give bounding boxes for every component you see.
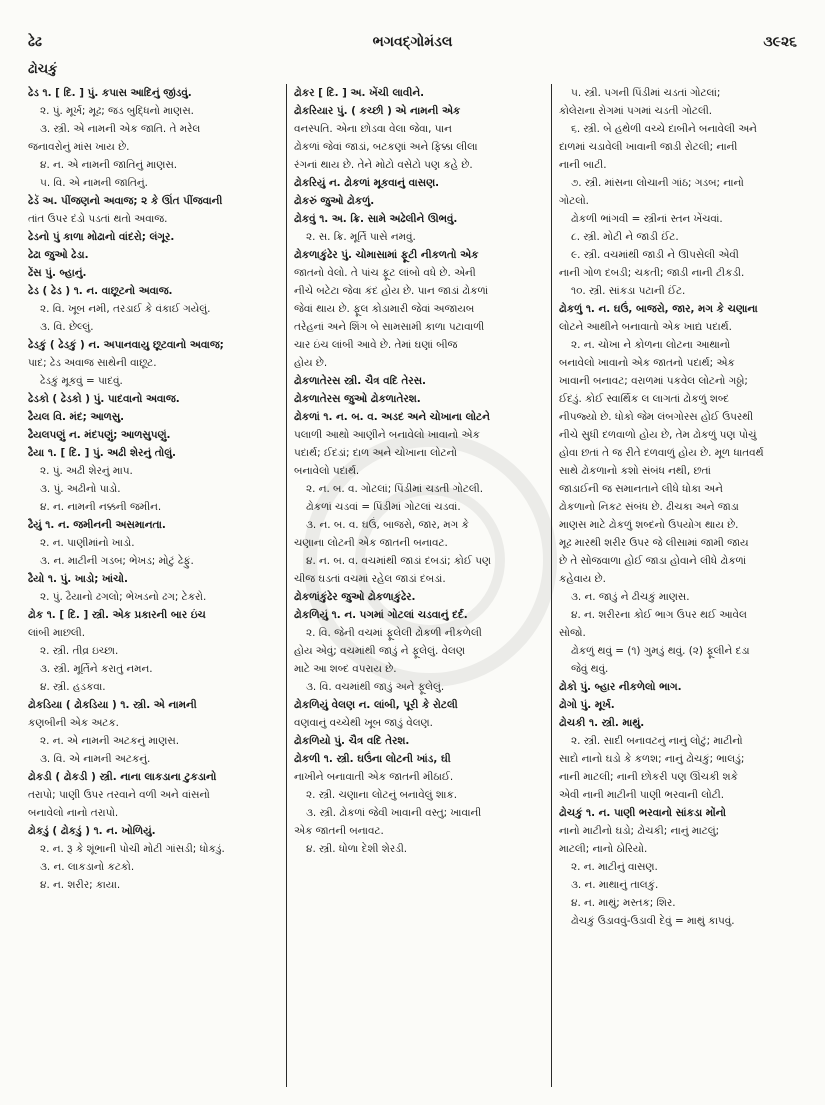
entry-text-line: ૩. ન. લાકડાનો કટકો. <box>40 861 135 873</box>
entry-headword-line: ઢોકળિયું ૧. ન. પગમાં ગોટલાં ચડવાનું દર્દ. <box>294 609 468 621</box>
entry-text-line: ૨. સ. ક્રિ. મૂર્તિ પાસે નમવું. <box>306 231 416 243</box>
entry-text-line: ઢોકળું થવું = (૧) ગુમડું થવું. (૨) ફૂલીને દડા <box>571 645 750 657</box>
entry-text-line: ગોટલો. <box>559 195 589 207</box>
entry-text-line: ૩. વિ. વચમાંથી જાડું અને ફૂલેલું. <box>306 681 445 693</box>
entry-text-line: ૨. પું. મૂર્ખ; મૂઢ; જડ બુદ્ધિનો માણસ. <box>40 105 194 117</box>
entry-text-line: હોય છે. <box>294 357 328 369</box>
entry-headword-line: ઢોકળું ૧. ન. ઘઉં, બાજરો, જાર, મગ કે ચણાના <box>559 303 758 315</box>
entry-headword-line: ઢૈયું ૧. ન. જમીનની અસમાનતા. <box>28 519 166 531</box>
entry-text-line: એવી નાની માટીની પાણી ભરવાની લોટી. <box>559 789 725 801</box>
entry-text-line: બનાવેલો પદાર્થ. <box>294 465 360 477</box>
entry-text-line: બનાવેલો ખાવાનો એક જાતનો પદાર્થ; એક <box>559 357 735 369</box>
entry-text-line: નાનો માટીનો ઘડો; ઢોચકી; નાનું માટલું; <box>559 825 720 837</box>
entry-headword-line: ઢોકડું ( ઢોકડું ) ૧. ન. ખોળિયું. <box>28 825 156 837</box>
entry-text-line: ૩. ન. બ. વ. ઘઉં, બાજરો, જાર, મગ કે <box>306 519 469 531</box>
entry-text-line: છે તે સોજવાળા હોઈ જાડા હોવાને લીધે ઢોકળાં <box>559 555 747 567</box>
entry-headword-line: ઢેઢા જુઓ ઢેડા. <box>28 249 89 261</box>
entry-text-line: જેવું થવું. <box>571 663 609 675</box>
entry-headword-line: ઢોકળાં ૧. ન. બ. વ. અડદ અને ચોખાના લોટને <box>294 411 490 423</box>
column-divider <box>286 84 287 1087</box>
entry-headword-line: ઢેડકો ( ઢેડકો ) પું. પાદવાનો અવાજ. <box>28 393 180 405</box>
entry-headword-line: ઢૈયલ વિ. મંદ; આળસુ. <box>28 411 125 423</box>
entry-text-line: જનાવરોનું માંસ ખાય છે. <box>28 141 130 153</box>
entry-text-line: નીપજ્યો છે. ધોકો જેમ લંબગોરસ હોઈ ઉપરથી <box>559 411 754 423</box>
entry-text-line: વનસ્પતિ. એના છોડવા વેલા જેવા, પાન <box>294 123 452 135</box>
entry-text-line: ૨. ન. બ. વ. ગોટલાં; પિંડીમાં ચડતી ગોટલી. <box>306 483 484 495</box>
entry-headword-line: ઢોકળાતેરસ સ્ત્રી. ચૈત્ર વદિ તેરસ. <box>294 375 427 387</box>
entry-text-line: ૨. સ્ત્રી. સાદી બનાવટનું નાનું લોટું; માટીનો <box>571 735 743 747</box>
entry-text-line: સાથે ઢોકળાનો કશો સંબંધ નથી, છતાં <box>559 465 711 477</box>
entry-text-line: ૨. સ્ત્રી. ચણાના લોટનું બનાવેલું શાક. <box>306 789 458 801</box>
entry-text-line: ૩. વિ. છેલ્લું. <box>40 321 94 333</box>
entry-text-line: ૩. વિ. એ નામની અટકનું. <box>40 753 151 765</box>
entry-headword-line: ઢોગો પું. મૂર્ખ. <box>559 699 615 711</box>
column-1 <box>28 84 276 1087</box>
entry-text-line: મૂઢ મારથી શરીર ઉપર જે લીસામાં જામી જાય <box>559 537 749 549</box>
entry-text-line: જાતનો વેલો. તે પાંચ ફૂટ લાંબો વધે છે. એની <box>294 267 476 279</box>
entry-text-line: વણવાનું વચ્ચેથી ખૂબ જાડું વેલણ. <box>294 717 433 729</box>
entry-text-line: ૪. સ્ત્રી. હડકવા. <box>40 681 106 693</box>
entry-text-line: ૮. સ્ત્રી. મોટી ને જાડી ઈંટ. <box>571 231 679 243</box>
entry-headword-line: ઢોકરિયું ન. ઢોકળાં મૂકવાનું વાસણ. <box>294 177 440 189</box>
entry-text-line: ૨. ન. એ નામની અટકનું માણસ. <box>40 735 180 747</box>
entry-headword-line: ઢોકવું ૧. અ. ક્રિ. સામે અઢેલીને ઊભવું. <box>294 213 458 225</box>
header-page-number: ૩૯૨૬ <box>763 34 797 50</box>
entry-text-line: રંગનાં થાય છે. તેને મોટો વસેટો પણ કહે છે. <box>294 159 473 171</box>
entry-headword-line: ઢેડ ( ઢેડ ) ૧. ન. વાછૂટનો અવાજ. <box>28 285 173 297</box>
header-guide-word: ઢેઢ <box>28 34 42 50</box>
entry-text-line: કોલેરાના રોગમાં પગમાં ચડતી ગોટલી. <box>559 105 713 117</box>
entry-headword-line: ઢેંસ પું. બ્હાનું. <box>28 267 87 279</box>
entry-text-line: ચણાના લોટની એક જાતની બનાવટ. <box>294 537 448 549</box>
entry-text-line: ઢોકળાં જેવાં જાડાં, બટકણાં અને ફિક્કા લીલા <box>294 141 478 153</box>
entry-headword-line: ઢેડનો પું કાળા મોઢાનો વાંદરો; લંગૂર. <box>28 231 175 243</box>
entry-text-line: નાની ગોળ દબડી; ચકતી; જાડી નાની ટીકડી. <box>559 267 745 279</box>
entry-text-line: ચીજ ઘડતાં વચમાં રહેલ જાડાં દબડાં. <box>294 573 446 585</box>
entry-text-line: જાડાઈની જ સમાનતાને લીધે ધોકા અને <box>559 483 723 495</box>
entry-text-line: ૩. સ્ત્રી. એ નામની એક જાતિ. તે મરેલ <box>40 123 201 135</box>
entry-text-line: ૩. પું. અઢીનો પાડો. <box>40 483 121 495</box>
entry-text-line: ઢોકળાનો નિકટ સંબંધ છે. ઢીચકા અને જાડા <box>559 501 739 513</box>
entry-text-line: એક જાતની બનાવટ. <box>294 825 384 837</box>
entry-text-line: ૪. ન. શરીર; કાયા. <box>40 879 121 891</box>
entry-text-line: હોય એવું; વચમાંથી જાડું ને ફૂલેલું. વેલણ <box>294 645 465 657</box>
entry-text-line: તરાપો; પાણી ઉપર તરવાને વળી અને વાંસનો <box>28 789 210 801</box>
entry-headword-line: ઢેડૅ અ. પીંજણનો અવાજ; ૨ કે ઊંત પીંજવાની <box>28 195 223 207</box>
entry-headword-line: ઢોકળાતેરસ જુઓ ઢોકળાતેરશ. <box>294 393 421 405</box>
entry-text-line: સાદો નાનો ઘડો કે કળશ; નાનું ઢોચકું; ભાલડું; <box>559 753 745 765</box>
entry-text-line: માણસ માટે ઢોકળું શબ્દનો ઉપયોગ થાય છે. <box>559 519 739 531</box>
entry-text-line: બનાવેલો નાનો તરાપો. <box>28 807 119 819</box>
entry-headword-line: ઢોકળી ૧. સ્ત્રી. ઘઉંના લોટની ખાંડ, ઘી <box>294 753 451 765</box>
entry-headword-line: ઢૈયો ૧. પું. ખાડો; ખાંચો. <box>28 573 128 585</box>
entry-text-line: ૨. સ્ત્રી. તીવ્ર ઇચ્છા. <box>40 645 119 657</box>
entry-text-line: તાંત ઉપર દંડો પડતાં થતો અવાજ. <box>28 213 168 225</box>
entry-text-line: તરેહનાં અને શિંગ બે સામસામી કાળા પટાવાળી <box>294 321 485 333</box>
entry-text-line: ૨. ન. માટીનું વાસણ. <box>571 861 658 873</box>
entry-text-line: ૪. ન. બ. વ. વચમાંથી જાડાં દબડાં; કોઈ પણ <box>306 555 491 567</box>
entry-headword-line: ઢોકળિયું વેલણ ન. લાંબી, પૂરી કે રોટલી <box>294 699 458 711</box>
entry-headword-line: ઢેડ ૧. [ દિ. ] પું. કપાસ આદિનું જીંડવું. <box>28 87 192 99</box>
entry-text-line: ૩. સ્ત્રી. ઢોકળાં જેવી ખાવાની વસ્તુ; ખાવાની <box>306 807 482 819</box>
entry-headword-line: ઢોક ૧. [ દિ. ] સ્ત્રી. એક પ્રકારની બાર ઇંચ <box>28 609 206 621</box>
entry-text-line: કહેવાય છે. <box>559 573 606 585</box>
entry-text-line: માટે આ શબ્દ વપરાય છે. <box>294 663 397 675</box>
entry-text-line: નાની માટલી; નાની છોકરી પણ ઊંચકી શકે <box>559 771 738 783</box>
entry-headword-line: ઢોચકી ૧. સ્ત્રી. માથું. <box>559 717 645 729</box>
entry-text-line: કણબીની એક અટક. <box>28 717 119 729</box>
page-header <box>28 30 797 58</box>
entry-headword-line: ઢોકર [ દિ. ] અ. ખેંચી લાવીને. <box>294 87 425 99</box>
entry-text-line: ૨. ન. ચોખા ને કોળના લોટના આથાનો <box>571 339 731 351</box>
entry-headword-line: ઢોકડિયા ( ઢોકડિયા ) ૧. સ્ત્રી. એ નામની <box>28 699 197 711</box>
entry-text-line: લાંબી માછલી. <box>28 627 86 639</box>
entry-headword-line: ઢેડકું ( ઢેડકું ) ન. અપાનવાયુ છૂટવાનો અવાજ; <box>28 339 224 351</box>
entry-text-line: ઢોચકું ઉડાવવું-ઉડાવી દેવું = માથું કાપવું. <box>571 915 735 927</box>
entry-headword-line: ઢોકો પું. બ્હાર નીકળેલો ભાગ. <box>559 681 682 693</box>
entry-text-line: ૪. ન. માથું; મસ્તક; શિર. <box>571 897 676 909</box>
entry-text-line: ખાવાની બનાવટ; વરાળમાં પકવેલ લોટનો ગઠ્ઠો; <box>559 375 748 387</box>
entry-text-line: ૩. સ્ત્રી. મૂર્તિને કરાતું નમન. <box>40 663 153 675</box>
column-2 <box>294 84 544 1087</box>
entry-text-line: ૩. ન. માટીની ગડબ; ભેખડ; મોટું ઢેફું. <box>40 555 194 567</box>
entry-text-line: ૭. સ્ત્રી. માંસના લોચાની ગાંઠ; ગડબ; નાનો <box>571 177 744 189</box>
entry-text-line: ૩. ન. જાડું ને ઢીચકું માણસ. <box>571 591 690 603</box>
header-title: ભગવદ્ગોમંડલ <box>372 34 453 50</box>
entry-text-line: લોટને આથીને બનાવાતો એક ખાદ્ય પદાર્થ. <box>559 321 732 333</box>
entry-text-line: ૩. ન. માથાનું તાલકું. <box>571 879 659 891</box>
entry-text-line: નીચે બટેટા જેવા કંદ હોય છે. પાન જાડાં ઢોકળાં <box>294 285 489 297</box>
entry-text-line: પલાળી આથો આણીને બનાવેલો ખાવાનો એક <box>294 429 480 441</box>
entry-text-line: ૫. સ્ત્રી. પગની પિંડીમાં ચડતાં ગોટલાં; <box>571 87 721 99</box>
entry-text-line: ૯. સ્ત્રી. વચમાંથી જાડી ને ઊપસેલી એવી <box>571 249 739 261</box>
entry-text-line: ૨. વિ. જેની વચમાં ફૂલેલી ઢોકળી નીકળેલી <box>306 627 482 639</box>
entry-text-line: નાખીને બનાવાતી એક જાતની મીઠાઈ. <box>294 771 454 783</box>
column-3 <box>559 84 809 1087</box>
entry-text-line: નાની બાટી. <box>559 159 607 171</box>
entry-text-line: ૪. ન. નામની નક્કની જમીન. <box>40 501 162 513</box>
entry-headword-line: ઢોકળાંકુંઢેર જુઓ ઢોકળાકુંઢેર. <box>294 591 416 603</box>
entry-text-line: ચાર ઇંચ લાંબી આવે છે. તેમાં ઘણાં બીજ <box>294 339 458 351</box>
entry-text-line: ૧૦. સ્ત્રી. સાંકડા પટાની ઈંટ. <box>571 285 686 297</box>
entry-text-line: હોવા છતાં તે જ રીતે દળવાળું હોય છે. મૂળ ધાતવર્થ <box>559 447 764 459</box>
entry-headword-line: ઢૈયા ૧. [ દિ. ] પું. અઢી શેરનું તોલું. <box>28 447 177 459</box>
entry-text-line: ૨. પું. ઢૈયાનો ઢગલો; ભેખડનો ઢગ; ટેકરો. <box>40 591 207 603</box>
entry-headword-line: ઢોકડી ( ઢોકડી ) સ્ત્રી. નાના લાકડાના ટુકડાનો <box>28 771 217 783</box>
entry-text-line: ૨. ન. પાણીમાંનો ખાડો. <box>40 537 135 549</box>
entry-text-line: ઈદડું. કોઈ સ્વાર્થિક લ લાગતાં ઢોકળું શબ્દ <box>559 393 730 405</box>
entry-headword-line: ઢોકળાકુંઢેર પું. ચોમાસામાં ફૂટી નીકળતો એક <box>294 249 479 261</box>
entry-headword-line: ઢૈયલપણું ન. મંદપણું; આળસુપણું. <box>28 429 171 441</box>
entry-headword-line: ઢોચકું ૧. ન. પાણી ભરવાનો સાંકડા મોંનો <box>559 807 727 819</box>
entry-text-line: પાદ; ઢેડ અવાજ સાથેની વાછૂટ. <box>28 357 157 369</box>
entry-text-line: ૬. સ્ત્રી. બે હથેળી વચ્ચે દાબીને બનાવેલી અને <box>571 123 757 135</box>
entry-text-line: ઢોકળાં ચડવાં = પિંડીમાં ગોટલાં ચડવાં. <box>306 501 461 513</box>
entry-text-line: ૪. ન. એ નામની જાતિનું માણસ. <box>40 159 178 171</box>
entry-text-line: નીચે સુધી દળવાળો હોય છે, તેમ ઢોકળું પણ પોચું <box>559 429 757 441</box>
entry-text-line: જેવાં થાય છે. ફૂલ કોડામારી જેવાં અજાયબ <box>294 303 475 315</box>
header-guide-word-end: ઢોચકું <box>28 62 58 77</box>
entry-text-line: ૨. વિ. ખૂબ નમી, તરડાઈ કે વંકાઈ ગયેલું. <box>40 303 211 315</box>
column-divider <box>551 84 552 1087</box>
entry-headword-line: ઢોકરિયાર પું. ( કચ્છી ) એ નામની એક <box>294 105 461 117</box>
entry-text-line: સોજો. <box>559 627 586 639</box>
entry-headword-line: ઢોકરું જુઓ ઢોકળું. <box>294 195 375 207</box>
entry-headword-line: ઢોકળિયો પું. ચૈત્ર વદિ તેરશ. <box>294 735 410 747</box>
entry-text-line: માટલી; નાનો ઠોરિયો. <box>559 843 648 855</box>
entry-text-line: પદાર્થ; ઈદડાં; દાળ અને ચોખાના લોટનો <box>294 447 457 459</box>
entry-text-line: દાળમાં ચડાવેલી ખાવાની જાડી રોટલી; નાની <box>559 141 738 153</box>
entry-text-line: ૨. ન. રૂ કે શૂંભાની પોચી મોટી ગાંસડી; ધોકડું. <box>40 843 225 855</box>
entry-text-line: ઢેડકું મૂકવું = પાદવું. <box>40 375 123 387</box>
entry-text-line: ઢોકળી ભાંગવી = સ્ત્રીનાં સ્તન ખેંચવાં. <box>571 213 723 225</box>
entry-text-line: ૪. સ્ત્રી. ધોળા દેશી શેરડી. <box>306 843 408 855</box>
entry-text-line: ૨. પું. અઢી શેરનું માપ. <box>40 465 133 477</box>
entry-text-line: ૫. વિ. એ નામની જાતિનું. <box>40 177 148 189</box>
entry-text-line: ૪. ન. શરીરના કોઈ ભાગ ઉપર થઈ આવેલ <box>571 609 747 621</box>
